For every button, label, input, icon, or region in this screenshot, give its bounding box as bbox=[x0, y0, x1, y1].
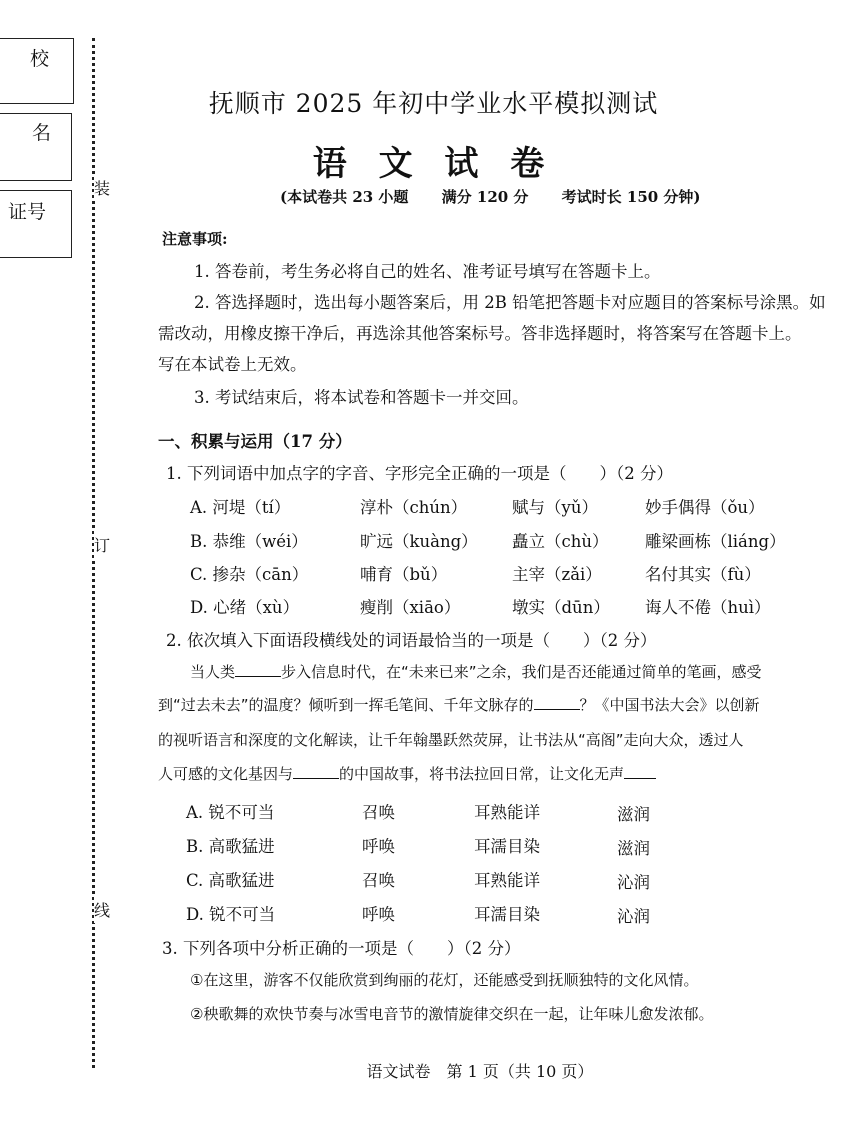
q2-passage-line-4 bbox=[158, 763, 656, 784]
q2-a-2: 召唤 bbox=[362, 803, 395, 822]
q2-passage-line-3 bbox=[158, 729, 744, 750]
id-number-label: 证号 bbox=[8, 201, 47, 223]
exam-info-count: (本试卷共 23 小题 bbox=[280, 188, 409, 206]
q2-c-2: 召唤 bbox=[362, 871, 395, 890]
q2-d-1: D. 锐不可当 bbox=[186, 905, 276, 924]
question-2-stem: 2. 依次填入下面语段横线处的词语最恰当的一项是（ ）（2 分） bbox=[166, 631, 657, 650]
q1-d-1: D. 心绪（xù） bbox=[190, 598, 300, 617]
question-3-stem: 3. 下列各项中分析正确的一项是（ ）（2 分） bbox=[162, 939, 521, 958]
notice-item-2: 2. 答选择题时，选出每小题答案后，用 2B 铅笔把答题卡对应题目的答案标号涂黑。如 bbox=[194, 293, 826, 312]
q2-passage-1a: 当人类 bbox=[190, 663, 236, 681]
exam-info-score: 满分 120 分 bbox=[441, 188, 529, 206]
question-1-stem: 1. 下列词语中加点字的字音、字形完全正确的一项是（ ）（2 分） bbox=[166, 464, 673, 483]
notice-item-3: 3. 考试结束后，将本试卷和答题卡一并交回。 bbox=[194, 388, 529, 407]
q2-b-2: 呼唤 bbox=[362, 837, 395, 856]
q1-a-1: A. 河堤（tí） bbox=[190, 498, 291, 517]
q2-passage-line-1 bbox=[190, 661, 762, 682]
q2-c-4: 沁润 bbox=[617, 873, 650, 892]
q2-a-4: 滋润 bbox=[617, 805, 650, 824]
fill-blank-4 bbox=[624, 777, 656, 779]
school-label: 校 bbox=[30, 48, 50, 70]
q1-b-3: 矗立（chù） bbox=[512, 532, 609, 551]
fill-blank-2 bbox=[534, 708, 580, 710]
q2-d-2: 呼唤 bbox=[362, 905, 395, 924]
q2-d-3: 耳濡目染 bbox=[474, 905, 540, 924]
exam-info bbox=[280, 186, 729, 207]
q1-b-2: 旷远（kuàng） bbox=[360, 532, 478, 551]
q1-a-4: 妙手偶得（ǒu） bbox=[645, 498, 765, 517]
q1-d-4: 诲人不倦（huì） bbox=[645, 598, 771, 617]
q2-passage-4b: 的中国故事，将书法拉回日常，让文化无声 bbox=[339, 765, 625, 783]
q2-c-1: C. 高歌猛进 bbox=[186, 871, 275, 890]
q2-a-3: 耳熟能详 bbox=[474, 803, 540, 822]
q1-a-2: 淳朴（chún） bbox=[360, 498, 468, 517]
binding-mark-ding: 订 bbox=[94, 531, 110, 558]
notice-item-2-cont: 需改动，用橡皮擦干净后，再选涂其他答案标号。答非选择题时，将答案写在答题卡上。 bbox=[158, 324, 802, 343]
subject-title: 语 文 试 卷 bbox=[312, 144, 555, 184]
notice-item-2-end: 写在本试卷上无效。 bbox=[158, 355, 307, 374]
q2-passage-3: 的视听语言和深度的文化解读，让千年翰墨跃然荧屏，让书法从“高阁”走向大众，透过人 bbox=[158, 731, 744, 749]
section-heading: 一、积累与运用（17 分） bbox=[158, 432, 352, 451]
q2-passage-1b: 步入信息时代，在“未来已来”之余，我们是否还能通过简单的笔画，感受 bbox=[281, 663, 762, 681]
q2-a-1: A. 锐不可当 bbox=[186, 803, 275, 822]
q1-c-4: 名付其实（fù） bbox=[645, 565, 761, 584]
fill-blank-1 bbox=[235, 675, 281, 677]
q2-c-3: 耳熟能详 bbox=[474, 871, 540, 890]
q2-passage-2a: 到“过去未去”的温度？倾听到一挥毛笔间、千年文脉存的 bbox=[158, 696, 534, 714]
fill-blank-3 bbox=[293, 777, 339, 779]
exam-info-time: 考试时长 150 分钟) bbox=[561, 188, 701, 206]
q1-a-3: 赋与（yǔ） bbox=[512, 498, 598, 517]
q1-b-1: B. 恭维（wéi） bbox=[190, 532, 308, 551]
q1-b-4: 雕梁画栋（liáng） bbox=[645, 532, 786, 551]
q2-passage-line-2 bbox=[158, 694, 760, 715]
exam-title: 抚顺市 2025 年初中学业水平模拟测试 bbox=[208, 89, 659, 118]
q2-b-1: B. 高歌猛进 bbox=[186, 837, 275, 856]
name-label: 名 bbox=[32, 122, 52, 144]
q2-passage-4a: 人可感的文化基因与 bbox=[158, 765, 294, 783]
q2-d-4: 沁润 bbox=[617, 907, 650, 926]
q1-d-3: 墩实（dūn） bbox=[512, 598, 610, 617]
binding-mark-zhuang: 装 bbox=[94, 174, 110, 201]
q3-item-1: ①在这里，游客不仅能欣赏到绚丽的花灯，还能感受到抚顺独特的文化风情。 bbox=[190, 971, 699, 989]
q1-c-3: 主宰（zǎi） bbox=[512, 565, 602, 584]
q1-d-2: 瘦削（xiāo） bbox=[360, 598, 461, 617]
q2-b-4: 滋润 bbox=[617, 839, 650, 858]
q1-c-2: 哺育（bǔ） bbox=[360, 565, 448, 584]
q2-passage-2b: ？《中国书法大会》以创新 bbox=[579, 696, 760, 714]
q3-item-2: ②秧歌舞的欢快节奏与冰雪电音节的激情旋律交织在一起，让年味儿愈发浓郁。 bbox=[190, 1005, 714, 1023]
q1-c-1: C. 掺杂（cān） bbox=[190, 565, 309, 584]
q2-b-3: 耳濡目染 bbox=[474, 837, 540, 856]
page-footer: 语文试卷 第 1 页（共 10 页） bbox=[366, 1062, 594, 1081]
notice-heading: 注意事项: bbox=[162, 230, 228, 248]
binding-mark-xian: 线 bbox=[94, 896, 110, 923]
notice-item-1: 1. 答卷前，考生务必将自己的姓名、准考证号填写在答题卡上。 bbox=[194, 262, 661, 281]
